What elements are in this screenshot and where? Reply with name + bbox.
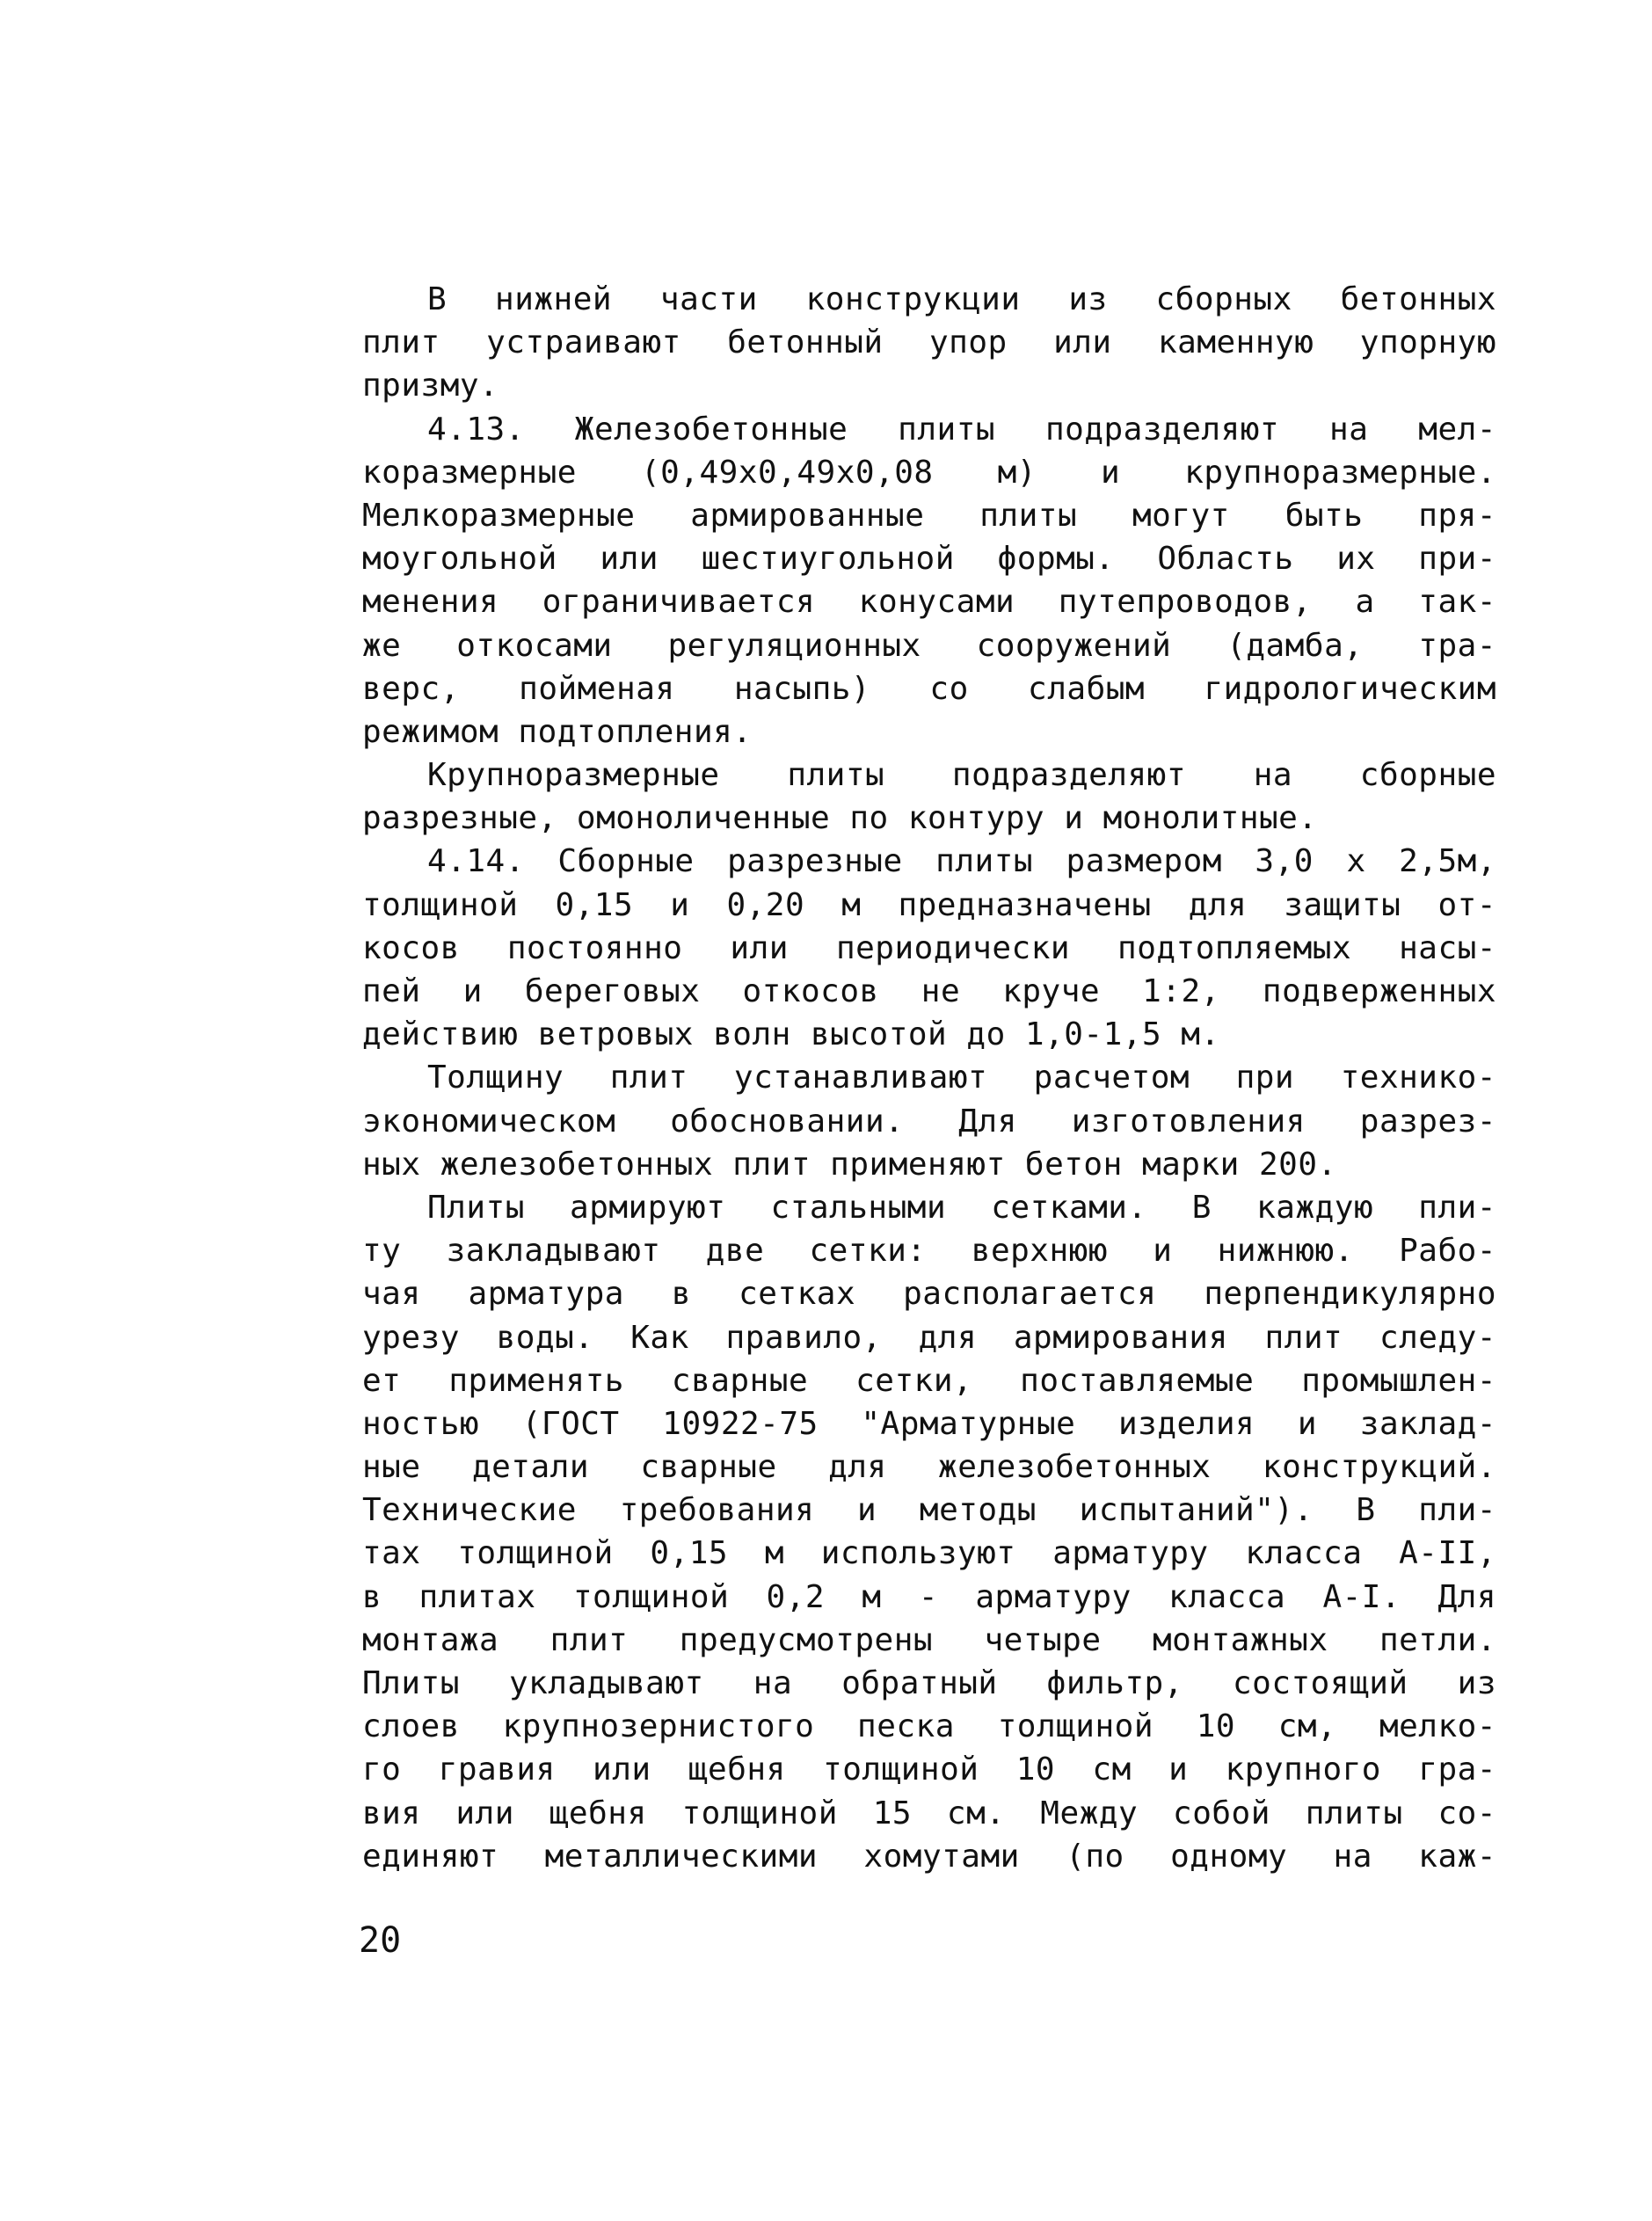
- body-text: [362, 278, 1496, 1878]
- text-line: пей и береговых откосов не круче 1:2, подверженных: [362, 973, 1496, 1009]
- text-line: Мелкоразмерные армированные плиты могут быть пря-: [362, 497, 1496, 534]
- text-line: урезу воды. Как правило, для армирования плит следу-: [362, 1319, 1496, 1356]
- text-line: моугольной или шестиугольной формы. Область их при-: [362, 541, 1496, 578]
- text-line: монтажа плит предусмотрены четыре монтажных петли.: [362, 1621, 1496, 1658]
- text-line: Толщину плит устанавливают расчетом при технико-: [427, 1060, 1496, 1096]
- text-line: Плиты армируют стальными сетками. В каждую пли-: [427, 1189, 1496, 1226]
- text-line: чая арматура в сетках располагается перпендикулярно: [362, 1276, 1496, 1313]
- text-line: плит устраивают бетонный упор или каменную упорную: [362, 324, 1496, 361]
- text-line: ностью (ГОСТ 10922-75 "Арматурные изделия и заклад-: [362, 1405, 1496, 1442]
- text-line: ные детали сварные для железобетонных конструкций.: [362, 1449, 1496, 1486]
- text-line: вия или щебня толщиной 15 см. Между собой плиты со-: [362, 1795, 1496, 1831]
- text-line: действию ветровых волн высотой до 1,0-1,5 м.: [362, 1016, 1220, 1053]
- text-line: толщиной 0,15 и 0,20 м предназначены для защиты от-: [362, 886, 1496, 923]
- text-line: экономическом обосновании. Для изготовления разрез-: [362, 1103, 1496, 1140]
- text-line: ту закладывают две сетки: верхнюю и нижнюю. Рабо-: [362, 1233, 1496, 1270]
- text-line: тах толщиной 0,15 м используют арматуру класса А-II,: [362, 1535, 1496, 1572]
- text-line: Плиты укладывают на обратный фильтр, состоящий из: [362, 1665, 1496, 1701]
- text-line: единяют металлическими хомутами (по одному на каж-: [362, 1838, 1496, 1875]
- page-number: 20: [359, 1920, 402, 1961]
- text-line: ет применять сварные сетки, поставляемые промышлен-: [362, 1362, 1496, 1399]
- text-line: го гравия или щебня толщиной 10 см и крупного гра-: [362, 1751, 1496, 1788]
- text-line: призму.: [362, 368, 499, 404]
- text-line: же откосами регуляционных сооружений (дамба, тра-: [362, 627, 1496, 664]
- text-line: коразмерные (0,49х0,49х0,08 м) и крупноразмерные.: [362, 454, 1496, 491]
- text-line: разрезные, омоноличенные по контуру и монолитные.: [362, 800, 1318, 837]
- text-line: в плитах толщиной 0,2 м - арматуру класса А-I. Для: [362, 1578, 1496, 1615]
- text-line: Технические требования и методы испытаний"). В пли-: [362, 1492, 1496, 1529]
- text-line: Крупноразмерные плиты подразделяют на сборные: [427, 757, 1496, 794]
- text-line: косов постоянно или периодически подтопляемых насы-: [362, 929, 1496, 966]
- text-line: В нижней части конструкции из сборных бетонных: [427, 281, 1496, 317]
- text-line: верс, пойменая насыпь) со слабым гидрологическим: [362, 670, 1496, 707]
- text-line: 4.13. Железобетонные плиты подразделяют на мел-: [427, 411, 1496, 448]
- text-line: 4.14. Сборные разрезные плиты размером 3,0 х 2,5м,: [427, 843, 1496, 880]
- text-line: слоев крупнозернистого песка толщиной 10 см, мелко-: [362, 1708, 1496, 1745]
- text-line: режимом подтопления.: [362, 713, 753, 750]
- text-line: менения ограничивается конусами путепроводов, а так-: [362, 584, 1496, 621]
- text-line: ных железобетонных плит применяют бетон марки 200.: [362, 1146, 1337, 1183]
